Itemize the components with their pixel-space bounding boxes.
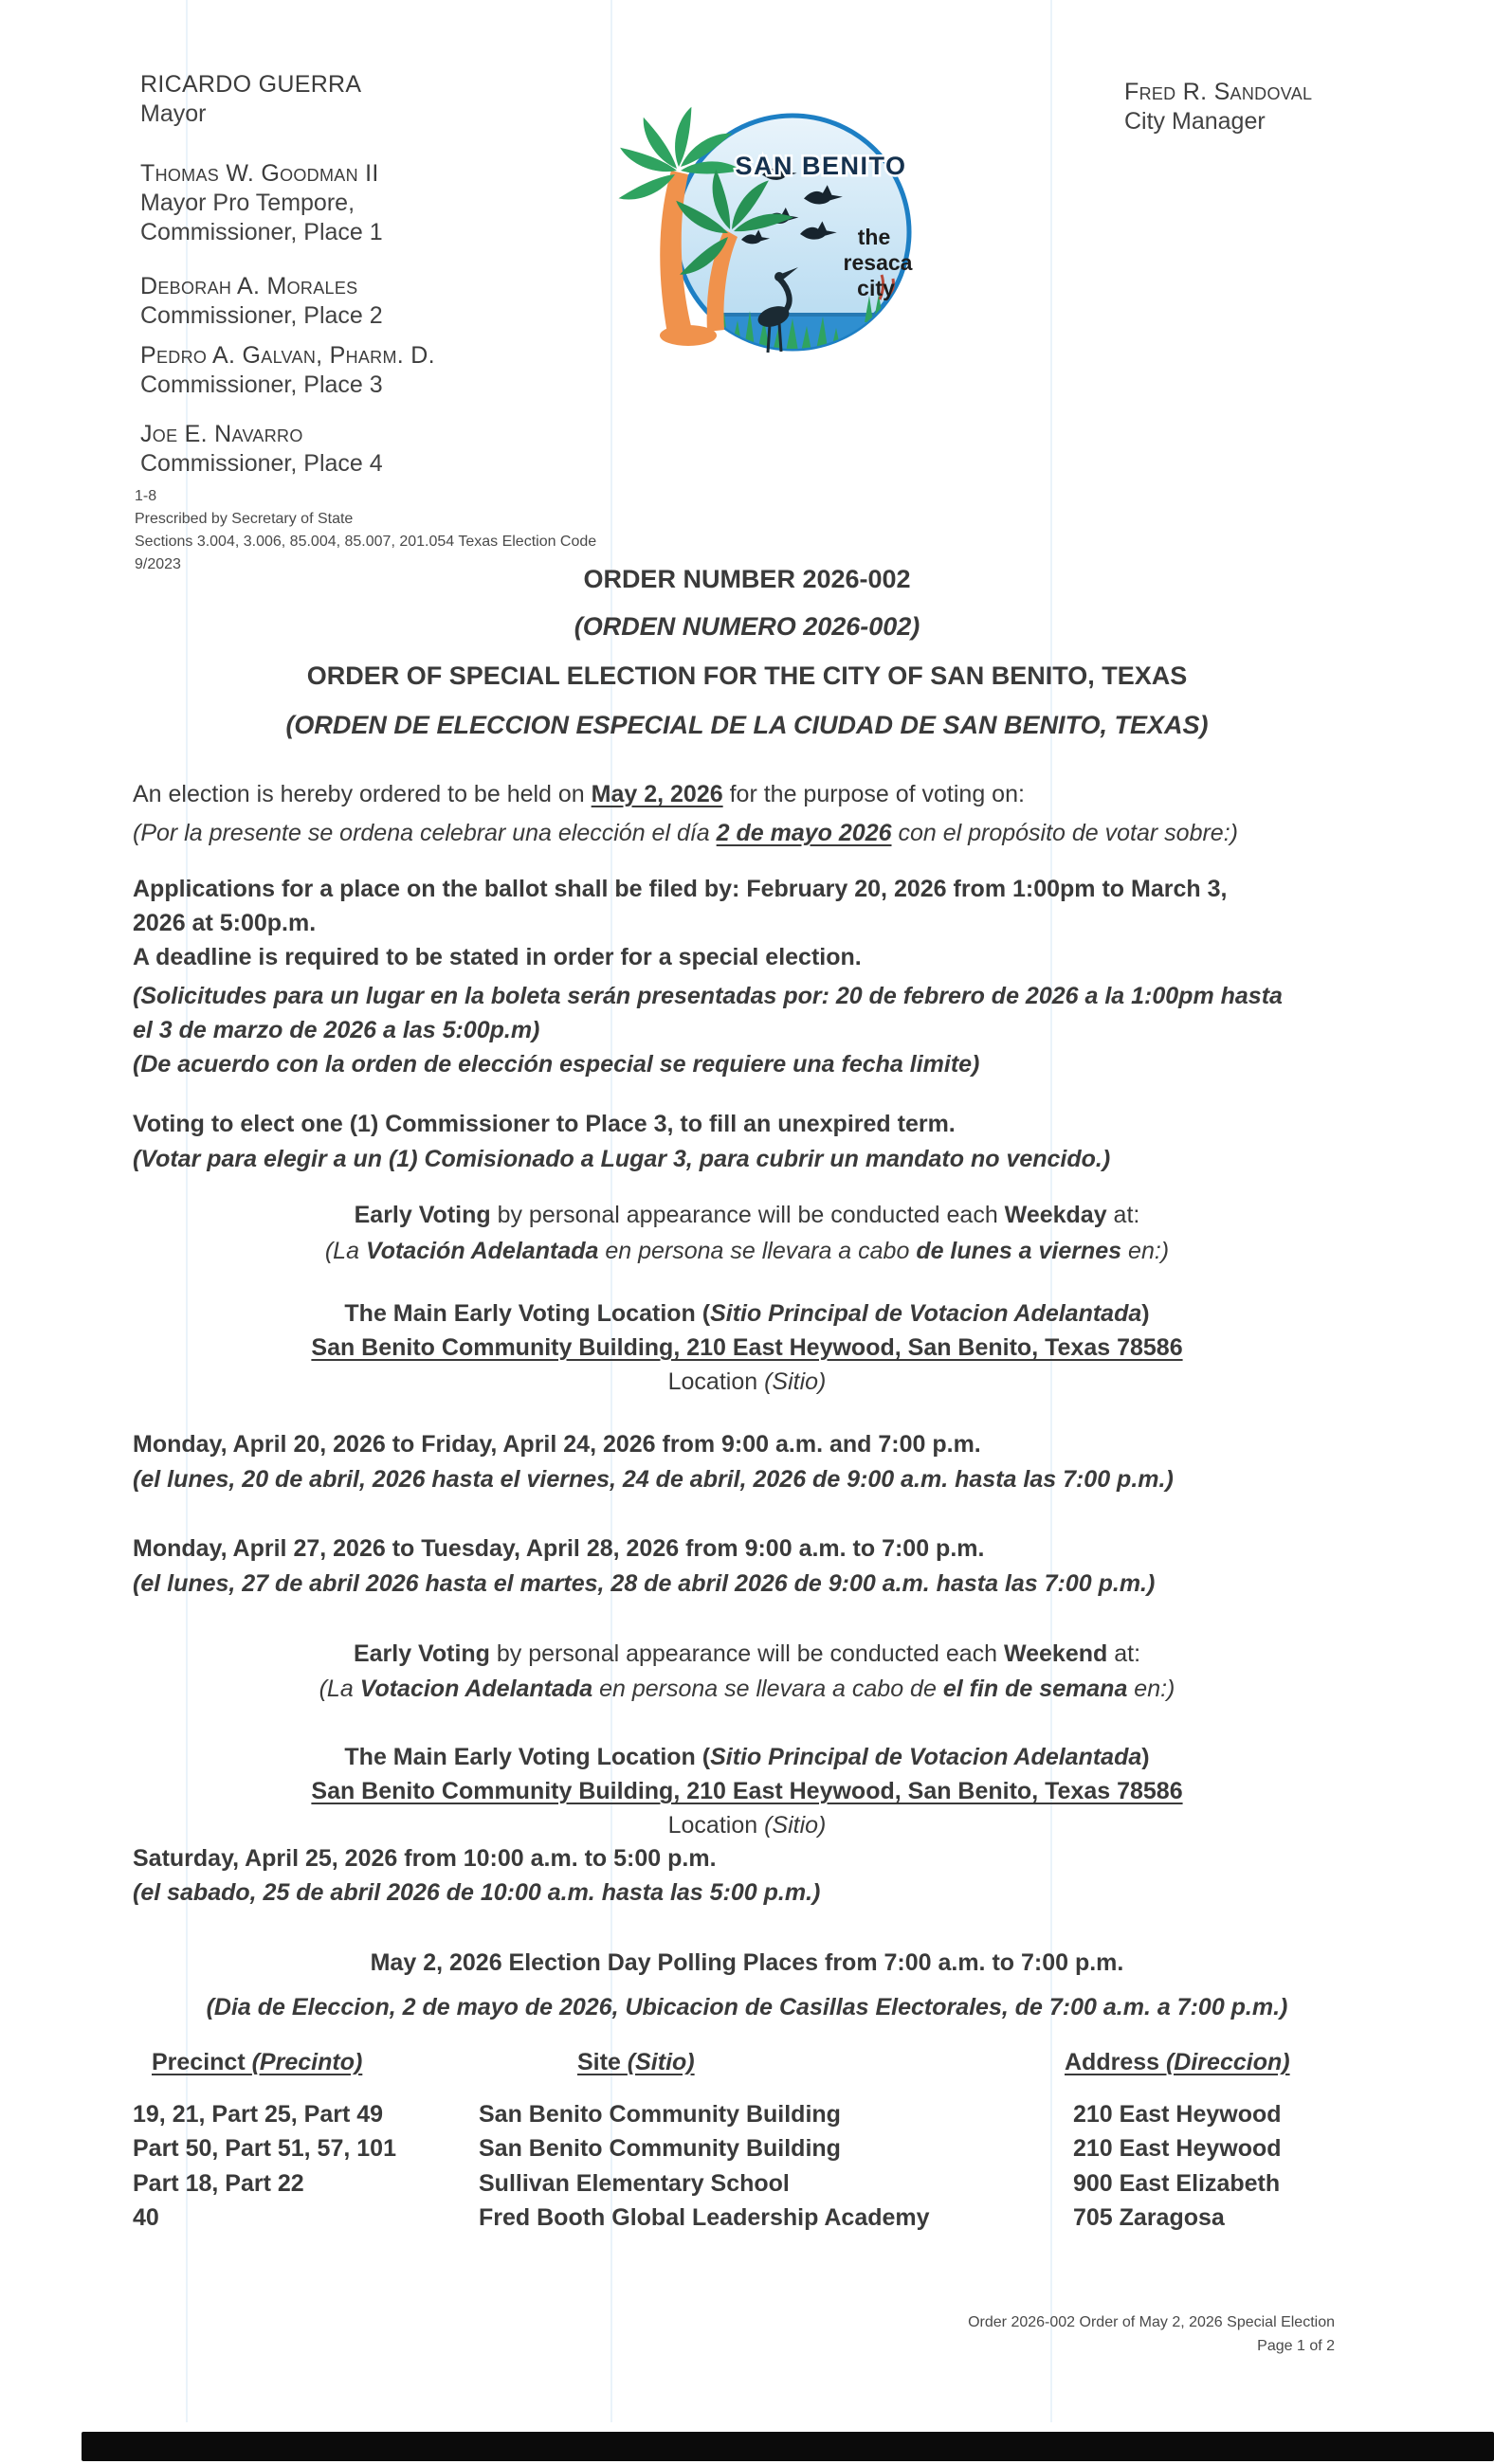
schedule-week2	[133, 1531, 1460, 1602]
seal-city-name: SAN BENITO	[735, 152, 907, 180]
applications-line-es: el 3 de marzo de 2026 a las 5:00p.m)	[133, 1017, 540, 1043]
text-run: (Direccion)	[1165, 2049, 1290, 2075]
election-order-es	[133, 814, 1460, 853]
text-run: Sitio Principal de Votacion Adelantada	[710, 1300, 1142, 1327]
schedule-es: (el sabado, 25 de abril 2026 de 10:00 a.m. hasta las 5:00 p.m.)	[133, 1879, 821, 1906]
text-run: )	[1141, 1744, 1150, 1770]
seal-tagline-1: the	[857, 225, 891, 249]
official-name: Pedro A. Galvan, Pharm. D.	[140, 342, 435, 369]
main-voting-location-block	[0, 1296, 1494, 1399]
text-run: Sitio Principal de Votacion Adelantada	[710, 1744, 1142, 1770]
official-title: City Manager	[1124, 108, 1266, 135]
text-run: The Main Early Voting Location (	[344, 1744, 711, 1770]
text-run: Weekday	[1004, 1202, 1107, 1228]
address-cell: 900 East Elizabeth	[1073, 2170, 1281, 2197]
text-run: (Precinto)	[251, 2049, 363, 2075]
location-heading	[0, 1296, 1494, 1331]
text-run: (La	[319, 1676, 360, 1702]
schedule-en: Saturday, April 25, 2026 from 10:00 a.m. to 5:00 p.m.	[133, 1845, 717, 1872]
text-run: en persona se llevara a cabo de	[592, 1676, 943, 1702]
text-run: Early Voting	[354, 1202, 491, 1228]
election-day-es: (Dia de Eleccion, 2 de mayo de 2026, Ubicacion de Casillas Electorales, de 7:00 a.m. a 7:00 p.m.)	[206, 1994, 1288, 2020]
early-voting-weekend	[0, 1637, 1494, 1707]
text-run: Votación Adelantada	[365, 1238, 599, 1264]
official-name: Deborah A. Morales	[140, 273, 358, 299]
official-title: Commissioner, Place 1	[140, 219, 383, 245]
precinct-cell: Part 50, Part 51, 57, 101	[133, 2135, 396, 2162]
text-run: en:)	[1127, 1676, 1175, 1702]
schedule-en: Monday, April 27, 2026 to Tuesday, April 28, 2026 from 9:00 a.m. to 7:00 p.m.	[133, 1535, 985, 1562]
san-benito-seal-icon	[546, 74, 963, 387]
precinct-cell: Part 18, Part 22	[133, 2170, 304, 2197]
form-note-line: 1-8	[135, 488, 157, 504]
main-voting-location-block	[0, 1740, 1494, 1842]
applications-line: 2026 at 5:00p.m.	[133, 910, 317, 936]
text-run: Votacion Adelantada	[359, 1676, 593, 1702]
column-header-precinct	[152, 2049, 362, 2076]
text-run: (Por la presente se ordena celebrar una elección el día	[133, 820, 717, 846]
location-caption	[0, 1365, 1494, 1399]
official-name: Joe E. Navarro	[140, 421, 303, 447]
schedule-weekend	[133, 1841, 1460, 1910]
footer-page-number: Page 1 of 2	[1257, 2338, 1335, 2354]
voting-purpose-es: (Votar para elegir a un (1) Comisionado a Lugar 3, para cubrir un mandato no vencido.)	[133, 1146, 1111, 1172]
applications-deadline-en	[133, 872, 1460, 974]
text-run: el fin de semana	[942, 1676, 1128, 1702]
official-place1	[140, 159, 576, 247]
site-cell: Sullivan Elementary School	[479, 2170, 790, 2197]
text-run: Location	[667, 1368, 765, 1395]
schedule-week1	[133, 1427, 1460, 1497]
city-manager-block	[1124, 78, 1312, 136]
order-number-title: ORDER NUMBER 2026-002	[583, 565, 911, 593]
election-day-heading	[0, 1941, 1494, 2030]
election-order-paragraph	[133, 775, 1460, 853]
form-note-line: 9/2023	[135, 556, 181, 572]
precinct-cell: 40	[133, 2204, 159, 2231]
form-note-line: Prescribed by Secretary of State	[135, 511, 354, 527]
text-run: at:	[1107, 1640, 1141, 1667]
early-voting-weekday-en	[0, 1197, 1494, 1233]
applications-line-es: (De acuerdo con la orden de elección especial se requiere una fecha limite)	[133, 1051, 980, 1078]
election-date: May 2, 2026	[591, 781, 723, 807]
address-cell: 210 East Heywood	[1073, 2135, 1282, 2162]
text-run: en:)	[1121, 1238, 1170, 1264]
text-run: by personal appearance will be conducted each	[490, 1202, 1005, 1228]
voting-purpose-en: Voting to elect one (1) Commissioner to Place 3, to fill an unexpired term.	[133, 1111, 956, 1137]
official-mayor	[140, 70, 576, 129]
text-run: by personal appearance will be conducted each	[489, 1640, 1004, 1667]
schedule-en: Monday, April 20, 2026 to Friday, April 24, 2026 from 9:00 a.m. and 7:00 p.m.	[133, 1431, 981, 1458]
text-run: Weekend	[1003, 1640, 1108, 1667]
election-order-en	[133, 775, 1460, 814]
official-place3	[140, 341, 576, 400]
early-voting-weekday-es	[0, 1233, 1494, 1269]
text-run: An election is hereby ordered to be held on	[133, 781, 592, 807]
official-title: Mayor	[140, 100, 207, 127]
applications-line-es: (Solicitudes para un lugar en la boleta serán presentadas por: 20 de febrero de 2026 a la 1:00pm hasta	[133, 983, 1283, 1009]
site-cell: San Benito Community Building	[479, 2135, 841, 2162]
election-day-en: May 2, 2026 Election Day Polling Places from 7:00 a.m. to 7:00 p.m.	[370, 1949, 1124, 1976]
seal-tagline-3: city	[857, 276, 895, 300]
applications-deadline-es	[133, 979, 1460, 1081]
footer-order-reference: Order 2026-002 Order of May 2, 2026 Special Election	[968, 2314, 1335, 2330]
official-name: Thomas W. Goodman II	[140, 160, 379, 187]
address-cell: 210 East Heywood	[1073, 2101, 1282, 2128]
text-run: (La	[324, 1238, 366, 1264]
text-run: en persona se llevara a cabo	[598, 1238, 917, 1264]
order-title: ORDER OF SPECIAL ELECTION FOR THE CITY OF SAN BENITO, TEXAS	[306, 661, 1188, 690]
text-run: Address	[1065, 2049, 1166, 2075]
schedule-es: (el lunes, 27 de abril 2026 hasta el martes, 28 de abril 2026 de 9:00 a.m. hasta las 7:00 p.m.)	[133, 1570, 1156, 1597]
city-seal-logo	[546, 74, 963, 387]
official-title: Mayor Pro Tempore,	[140, 190, 355, 216]
text-run: (Sitio)	[627, 2049, 695, 2075]
official-title: Commissioner, Place 4	[140, 450, 383, 477]
text-run: Early Voting	[353, 1640, 490, 1667]
applications-line: Applications for a place on the ballot shall be filed by: February 20, 2026 from 1:00pm to March 3,	[133, 876, 1228, 902]
order-title-es: (ORDEN DE ELECCION ESPECIAL DE LA CIUDAD DE SAN BENITO, TEXAS)	[285, 711, 1209, 739]
location-heading	[0, 1740, 1494, 1774]
official-name: RICARDO GUERRA	[140, 71, 362, 98]
text-run: at:	[1106, 1202, 1140, 1228]
precinct-cell: 19, 21, Part 25, Part 49	[133, 2101, 384, 2128]
column-header-site	[577, 2049, 695, 2076]
text-run: The Main Early Voting Location (	[344, 1300, 711, 1327]
form-note-line: Sections 3.004, 3.006, 85.004, 85.007, 201.054 Texas Election Code	[135, 534, 597, 550]
text-run: Precinct	[152, 2049, 252, 2075]
text-run: )	[1141, 1300, 1150, 1327]
early-voting-weekday	[0, 1197, 1494, 1269]
document-footer	[968, 2310, 1335, 2358]
polling-places-table	[133, 2049, 1403, 2248]
official-title: Commissioner, Place 2	[140, 302, 383, 329]
address-cell: 705 Zaragosa	[1073, 2204, 1225, 2231]
location-address: San Benito Community Building, 210 East Heywood, San Benito, Texas 78586	[311, 1778, 1183, 1804]
text-run: Location	[667, 1812, 765, 1839]
early-voting-weekend-en	[0, 1637, 1494, 1672]
applications-line: A deadline is required to be stated in order for a special election.	[133, 944, 862, 970]
official-title: Commissioner, Place 3	[140, 371, 383, 398]
site-cell: San Benito Community Building	[479, 2101, 841, 2128]
location-address: San Benito Community Building, 210 East Heywood, San Benito, Texas 78586	[311, 1334, 1183, 1361]
text-run: Site	[577, 2049, 628, 2075]
column-header-address	[1065, 2049, 1290, 2076]
text-run: (Sitio)	[764, 1368, 827, 1395]
official-name: Fred R. Sandoval	[1124, 79, 1313, 105]
seal-tagline-2: resaca	[843, 250, 913, 275]
site-cell: Fred Booth Global Leadership Academy	[479, 2204, 930, 2231]
text-run: con el propósito de votar sobre:)	[891, 820, 1238, 846]
early-voting-weekend-es	[0, 1672, 1494, 1707]
voting-purpose	[133, 1107, 1460, 1177]
form-prescription-note	[135, 485, 596, 576]
officials-list	[140, 70, 576, 479]
election-date-es: 2 de mayo 2026	[716, 820, 892, 846]
schedule-es: (el lunes, 20 de abril, 2026 hasta el viernes, 24 de abril, 2026 de 9:00 a.m. hasta las 7:00 p.m.)	[133, 1466, 1174, 1493]
text-run: de lunes a viernes	[916, 1238, 1122, 1264]
order-number-title-es: (ORDEN NUMERO 2026-002)	[574, 612, 920, 641]
official-place4	[140, 420, 576, 479]
location-caption	[0, 1808, 1494, 1842]
text-run: (Sitio)	[764, 1812, 827, 1839]
official-place2	[140, 272, 576, 331]
text-run: for the purpose of voting on:	[722, 781, 1025, 807]
scan-edge-bar	[82, 2432, 1494, 2461]
